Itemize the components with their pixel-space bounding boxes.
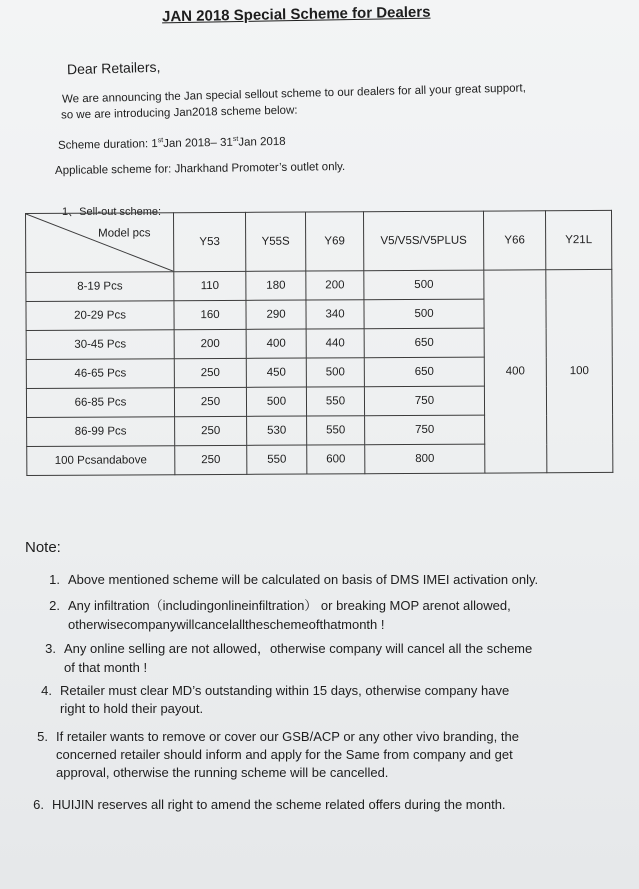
y55s-cell: 400 (246, 329, 306, 358)
range-cell: 30-45 Pcs (26, 330, 174, 360)
note-line: Any infiltration（includingonlineinfiltration） or breaking MOP arenot allowed, (68, 598, 511, 613)
note-item (38, 572, 538, 587)
intro-line-2: so we are introducing Jan2018 scheme below: (60, 104, 298, 122)
table-row (26, 269, 612, 301)
document-title: JAN 2018 Special Scheme for Dealers (161, 3, 431, 26)
note-line: Retailer must clear MD’s outstanding within 15 days, otherwise company have (60, 683, 510, 698)
v5-cell: 750 (365, 415, 485, 445)
column-header-v5: V5/V5S/V5PLUS (363, 211, 483, 271)
y21l-merged-cell: 100 (546, 269, 613, 472)
applicable-scheme: Applicable scheme for: Jharkhand Promoter’s outlet only. (54, 160, 346, 178)
v5-cell: 500 (364, 270, 484, 300)
y69-cell: 600 (307, 445, 365, 474)
duration-prefix: Scheme duration: 1 (57, 138, 158, 152)
corner-label: Model pcs (98, 227, 151, 240)
scheme-table-wrapper (25, 210, 612, 488)
column-header-y55s: Y55S (245, 212, 305, 271)
y69-cell: 340 (306, 300, 364, 329)
note-item (34, 638, 532, 675)
range-cell: 86-99 Pcs (27, 417, 175, 447)
v5-cell: 650 (364, 328, 484, 358)
corner-header-cell (26, 213, 174, 273)
y66-merged-cell: 400 (484, 270, 547, 473)
column-header-y21l: Y21L (545, 210, 611, 269)
duration-sup-1: st (157, 137, 164, 145)
note-number: 1. (49, 572, 60, 587)
y53-cell: 110 (174, 271, 246, 300)
range-cell: 66-85 Pcs (26, 388, 174, 418)
y55s-cell: 290 (246, 300, 306, 329)
y53-cell: 250 (175, 445, 247, 474)
y55s-cell: 550 (247, 445, 307, 474)
note-item (26, 729, 519, 780)
salutation: Dear Retailers, (66, 58, 161, 78)
y69-cell: 550 (307, 416, 365, 445)
column-header-y69: Y69 (305, 212, 363, 271)
y55s-cell: 180 (246, 271, 306, 300)
y53-cell: 250 (174, 358, 246, 387)
note-heading: Note: (25, 539, 61, 556)
y53-cell: 160 (174, 300, 246, 329)
v5-cell: 750 (364, 386, 484, 416)
scheme-table (25, 210, 613, 476)
v5-cell: 500 (364, 299, 484, 329)
note-line: of that month ! (64, 660, 148, 675)
duration-sup-2: st (232, 135, 239, 143)
note-line: If retailer wants to remove or cover our GSB/ACP or any other vivo branding, the (56, 729, 519, 744)
note-number: 4. (41, 683, 52, 698)
note-line: otherwisecompanywillcancelalltheschemeofthatmonth ! (68, 617, 385, 632)
y55s-cell: 450 (246, 358, 306, 387)
note-line: Above mentioned scheme will be calculated on basis of DMS IMEI activation only. (68, 572, 539, 587)
y69-cell: 440 (306, 329, 364, 358)
intro-line-1: We are announcing the Jan special sellout scheme to our dealers for all your great support, (61, 82, 526, 106)
y53-cell: 250 (175, 416, 247, 445)
note-item (30, 683, 509, 716)
y55s-cell: 530 (247, 416, 307, 445)
note-number: 5. (37, 729, 48, 744)
range-cell: 20-29 Pcs (26, 301, 174, 331)
duration-suffix: Jan 2018 (238, 135, 286, 149)
note-number: 2. (49, 598, 60, 613)
v5-cell: 650 (364, 357, 484, 387)
note-number: 3. (45, 641, 56, 656)
scheme-duration (58, 135, 286, 152)
range-cell: 100 Pcsandabove (27, 446, 175, 476)
column-header-y53: Y53 (174, 212, 246, 271)
duration-middle: Jan 2018– 31 (163, 136, 233, 150)
note-line: right to hold their payout. (60, 701, 204, 716)
diagonal-divider (26, 213, 173, 272)
note-line: Any online selling are not allowed，otherwise company will cancel all the scheme (64, 641, 533, 656)
range-cell: 8-19 Pcs (26, 272, 174, 302)
column-header-y66: Y66 (483, 211, 545, 270)
table-caption: 1、Sell-out scheme: (62, 206, 162, 218)
table-header-row (26, 210, 612, 272)
y69-cell: 500 (306, 358, 364, 387)
y69-cell: 200 (306, 271, 364, 300)
y69-cell: 550 (306, 387, 364, 416)
v5-cell: 800 (365, 444, 485, 474)
note-item (38, 595, 511, 632)
range-cell: 46-65 Pcs (26, 359, 174, 389)
y55s-cell: 500 (246, 387, 306, 416)
note-item (22, 797, 506, 812)
y53-cell: 200 (174, 329, 246, 358)
note-line: approval, otherwise the running scheme will be cancelled. (56, 765, 389, 780)
note-number: 6. (33, 797, 44, 812)
note-line: concerned retailer should inform and apply for the Same from company and get (56, 747, 513, 762)
note-line: HUIJIN reserves all right to amend the scheme related offers during the month. (52, 797, 506, 812)
y53-cell: 250 (174, 387, 246, 416)
